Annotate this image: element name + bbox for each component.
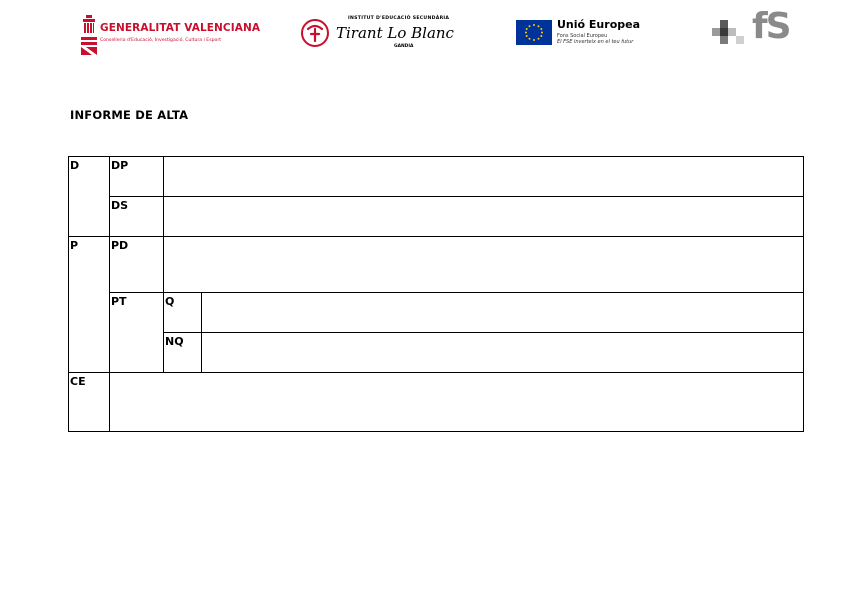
gva-subtitle: Conselleria d'Educació, Investigació, Cultura i Esport: [100, 38, 222, 43]
tirant-emblem-icon: [300, 18, 330, 48]
fse-pixel-mark-icon: [710, 16, 750, 48]
fse-letters: fS: [752, 6, 790, 47]
cell-dp-label: DP: [110, 157, 164, 197]
cell-ds-label: DS: [110, 197, 164, 237]
cell-ds-value[interactable]: [164, 197, 804, 237]
cell-p-label: P: [69, 237, 110, 373]
cell-q-value[interactable]: [202, 293, 804, 333]
cell-ce-value[interactable]: [110, 373, 804, 432]
eu-slogan-line: El FSE inverteix en el teu futur: [557, 39, 634, 45]
gva-name: GENERALITAT VALENCIANA: [100, 22, 261, 34]
cell-pt-label: PT: [110, 293, 164, 373]
report-table: [68, 156, 804, 432]
tirant-lo-blanc-logo: [298, 16, 474, 54]
fons-social-logo: [708, 6, 804, 54]
eu-title: Unió Europea: [557, 18, 641, 31]
cell-pd-value[interactable]: [164, 237, 804, 293]
generalitat-valenciana-logo: [80, 14, 261, 56]
cell-q-label: Q: [164, 293, 202, 333]
generalitat-crest-icon: [80, 15, 98, 55]
page-title: INFORME DE ALTA: [70, 108, 189, 122]
tirant-institute-line: INSTITUT D'EDUCACIÓ SECUNDÀRIA: [348, 16, 450, 21]
cell-pd-label: PD: [110, 237, 164, 293]
cell-ce-label: CE: [69, 373, 110, 432]
cell-d-label: D: [69, 157, 110, 237]
cell-nq-value[interactable]: [202, 333, 804, 373]
eu-fund-line: Fons Social Europeu: [557, 33, 608, 39]
cell-dp-value[interactable]: [164, 157, 804, 197]
uniu-europea-logo: [516, 16, 672, 48]
cell-nq-label: NQ: [164, 333, 202, 373]
tirant-town: GANDIA: [394, 44, 414, 49]
tirant-name: Tirant Lo Blanc: [336, 24, 454, 42]
eu-flag-icon: [516, 20, 552, 45]
